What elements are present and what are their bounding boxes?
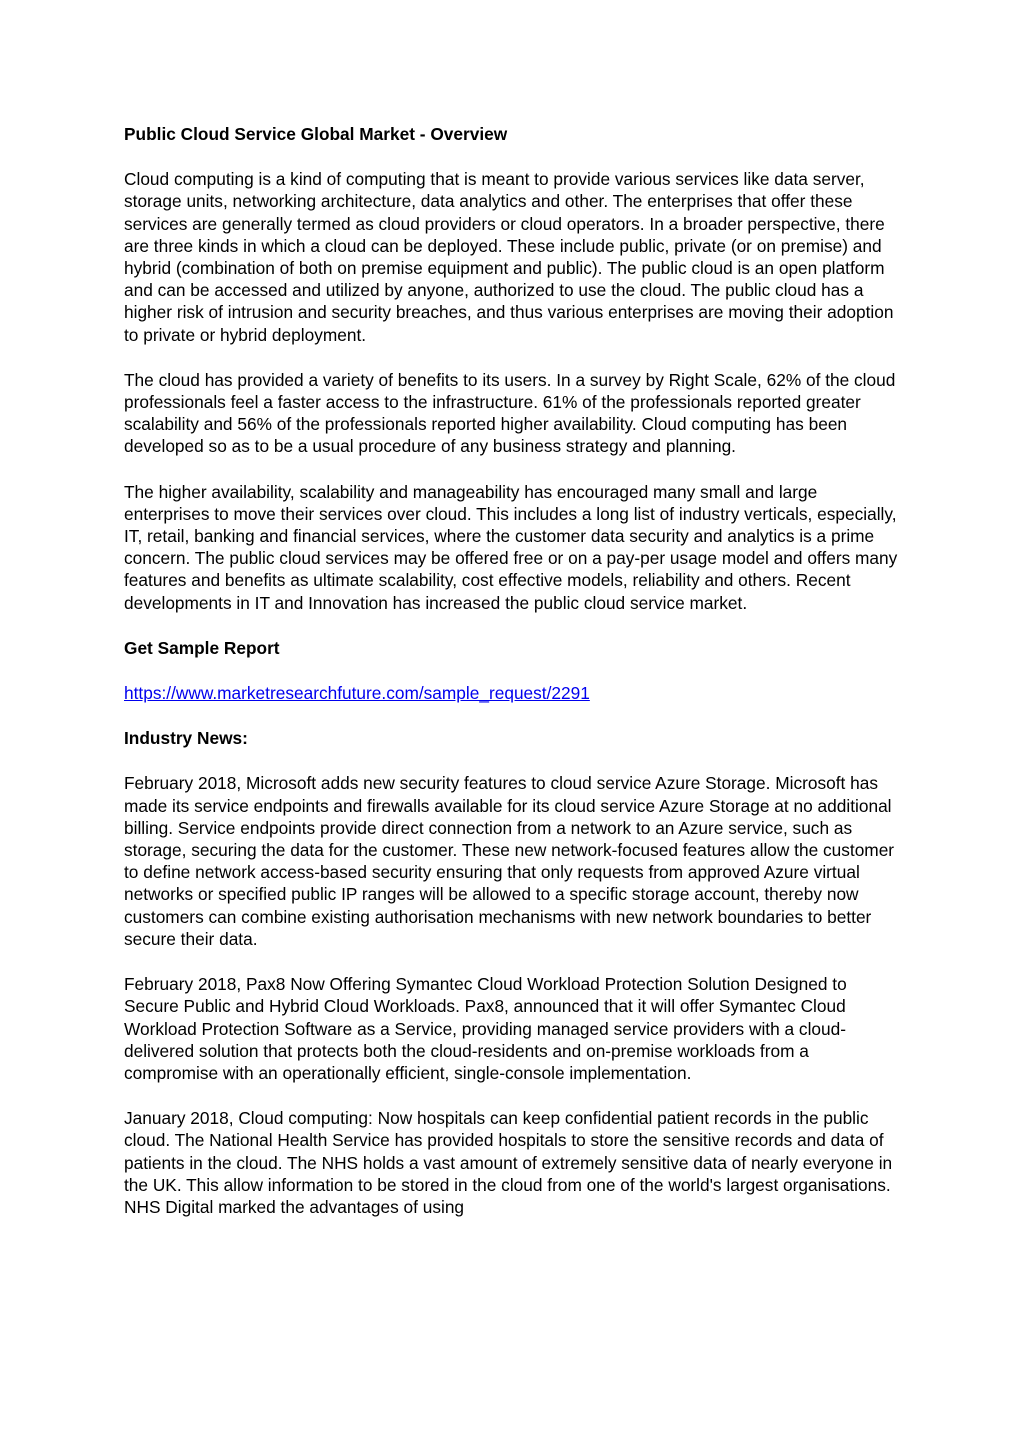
- news-item-pax8: February 2018, Pax8 Now Offering Symantec Cloud Workload Protection Solution Designed to Secure Public and Hybrid Cloud Workloads. Pax8, announced that it will offer Symantec Cloud Workload Protection Software as a Service, providing managed service providers with a cloud-delivered solution that protects both the cloud-residents and on-premise workloads from a compromise with an operationally efficient, single-console implementation.: [124, 974, 847, 1083]
- sample-report-link[interactable]: https://www.marketresearchfuture.com/sample_request/2291: [124, 683, 590, 704]
- industry-news-heading: Industry News:: [124, 728, 248, 749]
- intro-paragraph: Cloud computing is a kind of computing that is meant to provide various services like data server, storage units, networking architecture, data analytics and other. The enterprises that offer these services are generally termed as cloud providers or cloud operators. In a broader perspective, there are three kinds in which a cloud can be deployed. These include public, private (or on premise) and hybrid (combination of both on premise equipment and public). The public cloud is an open platform and can be accessed and utilized by anyone, authorized to use the cloud. The public cloud has a higher risk of intrusion and security breaches, and thus various enterprises are moving their adoption to private or hybrid deployment.: [124, 169, 894, 345]
- news-item-nhs: January 2018, Cloud computing: Now hospitals can keep confidential patient records in the public cloud. The National Health Service has provided hospitals to store the sensitive records and data of patients in the cloud. The NHS holds a vast amount of extremely sensitive data of nearly everyone in the UK. This allow information to be stored in the cloud from one of the world's largest organisations. NHS Digital marked the advantages of using: [124, 1108, 893, 1217]
- sample-report-heading: Get Sample Report: [124, 637, 280, 658]
- document-title: Public Cloud Service Global Market - Overview: [124, 124, 508, 144]
- benefits-paragraph: The cloud has provided a variety of benefits to its users. In a survey by Right Scale, 62% of the cloud professionals feel a faster access to the infrastructure. 61% of the professionals reported greater scalability and 56% of the professionals reported higher availability. Cloud computing has been developed so as to be a usual procedure of any business strategy and planning.: [124, 369, 896, 457]
- availability-paragraph: The higher availability, scalability and manageability has encouraged many small and large enterprises to move their services over cloud. This includes a long list of industry verticals, especially, IT, retail, banking and financial services, where the customer data security and analytics is a prime concern. The public cloud services may be offered free or on a pay-per usage model and offers many features and benefits as ultimate scalability, cost effective models, reliability and others. Recent developments in IT and Innovation has increased the public cloud service market.: [124, 481, 898, 613]
- news-item-microsoft: February 2018, Microsoft adds new security features to cloud service Azure Storage. Microsoft has made its service endpoints and firewalls available for its cloud service Azure Storage at no additional billing. Service endpoints provide direct connection from a network to an Azure service, such as storage, securing the data for the customer. These new network-focused features allow the customer to define network access-based security ensuring that only requests from approved Azure virtual networks or specified public IP ranges will be allowed to a specific storage account, thereby now customers can combine existing authorisation mechanisms with new network boundaries to better secure their data.: [124, 773, 895, 949]
- document-page: [124, 123, 904, 1218]
